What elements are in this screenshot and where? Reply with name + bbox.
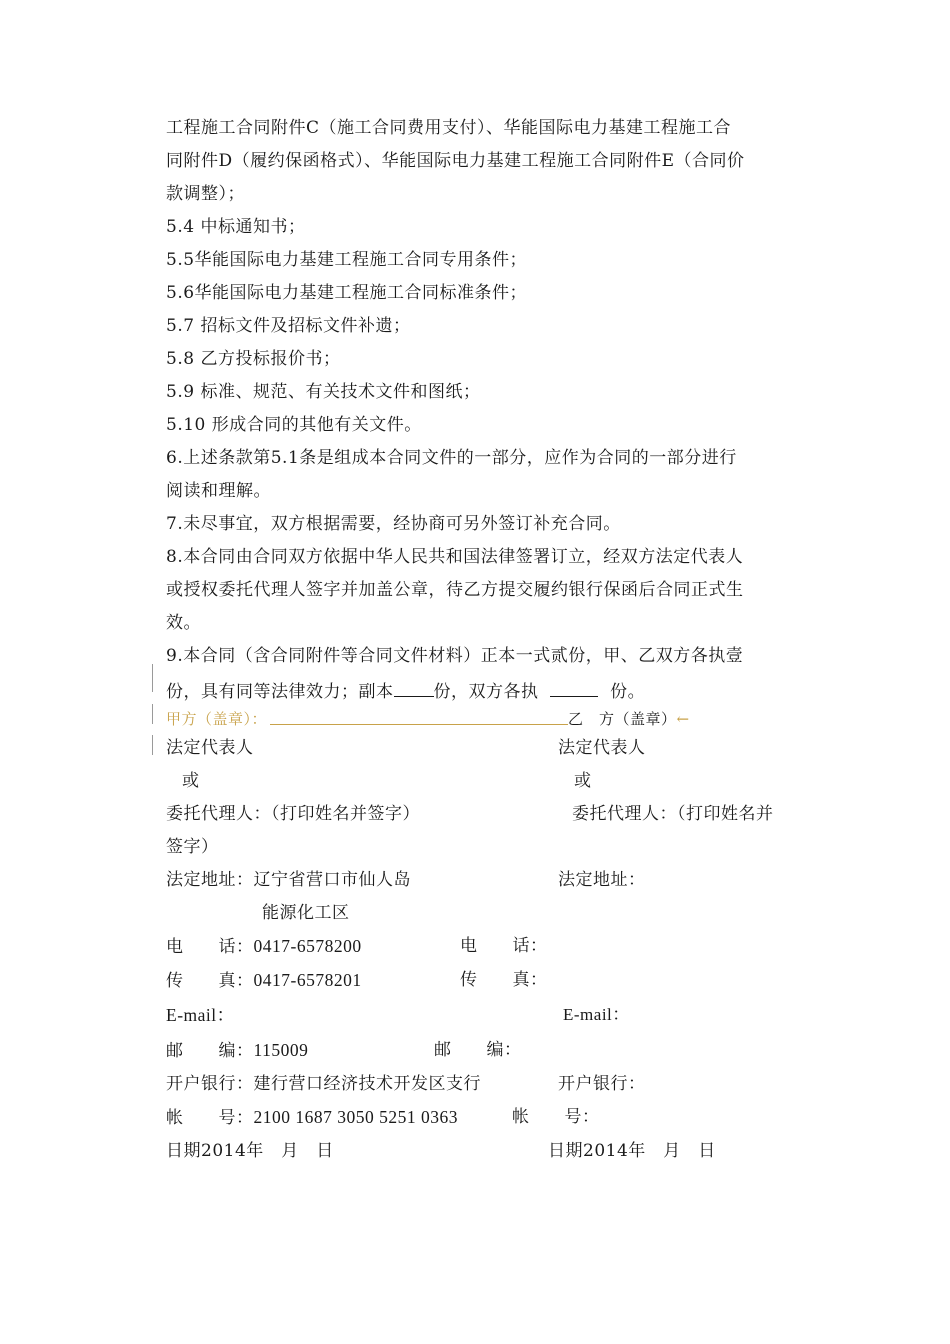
party-b-agent: 委托代理人：（打印姓名并: [572, 804, 774, 824]
clause-9-text-c: 份。: [610, 682, 646, 702]
paragraph-line: 工程施工合同附件C（施工合同费用支付）、华能国际电力基建工程施工合: [166, 118, 732, 138]
clause-5-7: 5.7 招标文件及招标文件补遗；: [166, 316, 411, 336]
party-b-seal-wrap: [568, 709, 690, 729]
party-a-phone: [166, 936, 362, 957]
change-bar: [152, 704, 153, 724]
change-bar: [152, 735, 153, 755]
each-holds-blank[interactable]: [550, 679, 598, 697]
party-b-bank-label: 开户银行：: [558, 1074, 646, 1094]
party-b-or: 或: [574, 771, 592, 791]
clause-8-line2: 或授权委托代理人签字并加盖公章，待乙方提交履约银行保函后合同正式生: [166, 580, 744, 600]
clause-7: 7.未尽事宜，双方根据需要，经协商可另外签订补充合同。: [166, 514, 621, 534]
party-a-fax: [166, 970, 362, 991]
address-value-line1: 辽宁省营口市仙人岛: [253, 870, 411, 890]
party-a-email-label: E-mail：: [166, 1005, 235, 1025]
party-b-date: 日期2014年 月 日: [548, 1141, 716, 1161]
paragraph-line: 款调整）；: [166, 184, 245, 204]
account-value: 2100 1687 3050 5251 0363: [253, 1107, 458, 1127]
clause-8-line1: 8.本合同由合同双方依据中华人民共和国法律签署订立，经双方法定代表人: [166, 547, 744, 567]
party-a-address: [166, 870, 411, 890]
party-a-bank: [166, 1074, 481, 1094]
change-bar: [152, 664, 153, 692]
zip-label: 邮 编：: [166, 1041, 254, 1061]
party-b-agent-cont: 签字）: [166, 837, 219, 857]
address-value-line2: 能源化工区: [262, 903, 350, 923]
party-b-fax-label: 传 真：: [460, 970, 548, 990]
party-a-account: [166, 1107, 458, 1128]
clause-5-4: 5.4 中标通知书；: [166, 217, 306, 237]
paragraph-line: 同附件D（履约保函格式）、华能国际电力基建工程施工合同附件E（合同价: [166, 151, 745, 171]
party-a-legal-rep: 法定代表人: [166, 738, 254, 758]
address-label: 法定地址：: [166, 870, 254, 890]
party-b-zip-label: 邮 编：: [434, 1040, 522, 1060]
bank-label: 开户银行：: [166, 1074, 254, 1094]
copies-blank[interactable]: [394, 679, 434, 697]
clause-9-text-b: 份，双方各执: [433, 682, 539, 702]
zip-value: 115009: [253, 1040, 309, 1060]
party-a-agent: 委托代理人：（打印姓名并签字）: [166, 804, 420, 824]
party-b-email-label: E-mail：: [563, 1005, 630, 1024]
clause-8-line3: 效。: [166, 613, 201, 633]
party-b-account-label: 帐 号：: [512, 1107, 600, 1127]
clause-5-9: 5.9 标准、规范、有关技术文件和图纸；: [166, 382, 481, 402]
party-b-seal-label: 乙 方（盖章）: [568, 710, 677, 728]
party-a-date: 日期2014年 月 日: [166, 1141, 334, 1161]
account-label: 帐 号：: [166, 1108, 254, 1128]
clause-9-text-a: 份，具有同等法律效力；副本: [166, 682, 394, 702]
clause-6-line2: 阅读和理解。: [166, 481, 271, 501]
party-b-legal-rep: 法定代表人: [558, 738, 646, 758]
clause-9-line1: 9.本合同（含合同附件等合同文件材料）正本一式贰份，甲、乙双方各执壹: [166, 646, 744, 666]
phone-label: 电 话：: [166, 937, 254, 957]
party-a-seal-underline: [270, 724, 568, 725]
phone-value: 0417-6578200: [253, 936, 362, 956]
party-a-seal-label: 甲方（盖章）：: [166, 710, 268, 728]
clause-5-10: 5.10 形成合同的其他有关文件。: [166, 415, 422, 435]
party-b-phone-label: 电 话：: [460, 936, 548, 956]
bank-value: 建行营口经济技术开发区支行: [253, 1074, 481, 1094]
clause-6-line1: 6.上述条款第5.1条是组成本合同文件的一部分，应作为合同的一部分进行: [166, 448, 737, 468]
clause-5-8: 5.8 乙方投标报价书；: [166, 349, 341, 369]
clause-5-6: 5.6华能国际电力基建工程施工合同标准条件；: [166, 283, 528, 303]
party-a-or: 或: [182, 771, 200, 791]
party-b-address-label: 法定地址：: [558, 870, 646, 890]
fax-value: 0417-6578201: [253, 970, 362, 990]
return-arrow-icon: ←: [676, 710, 690, 728]
fax-label: 传 真：: [166, 971, 254, 991]
clause-5-5: 5.5华能国际电力基建工程施工合同专用条件；: [166, 250, 528, 270]
clause-9-line2: [166, 679, 645, 702]
party-a-zip: [166, 1040, 308, 1061]
